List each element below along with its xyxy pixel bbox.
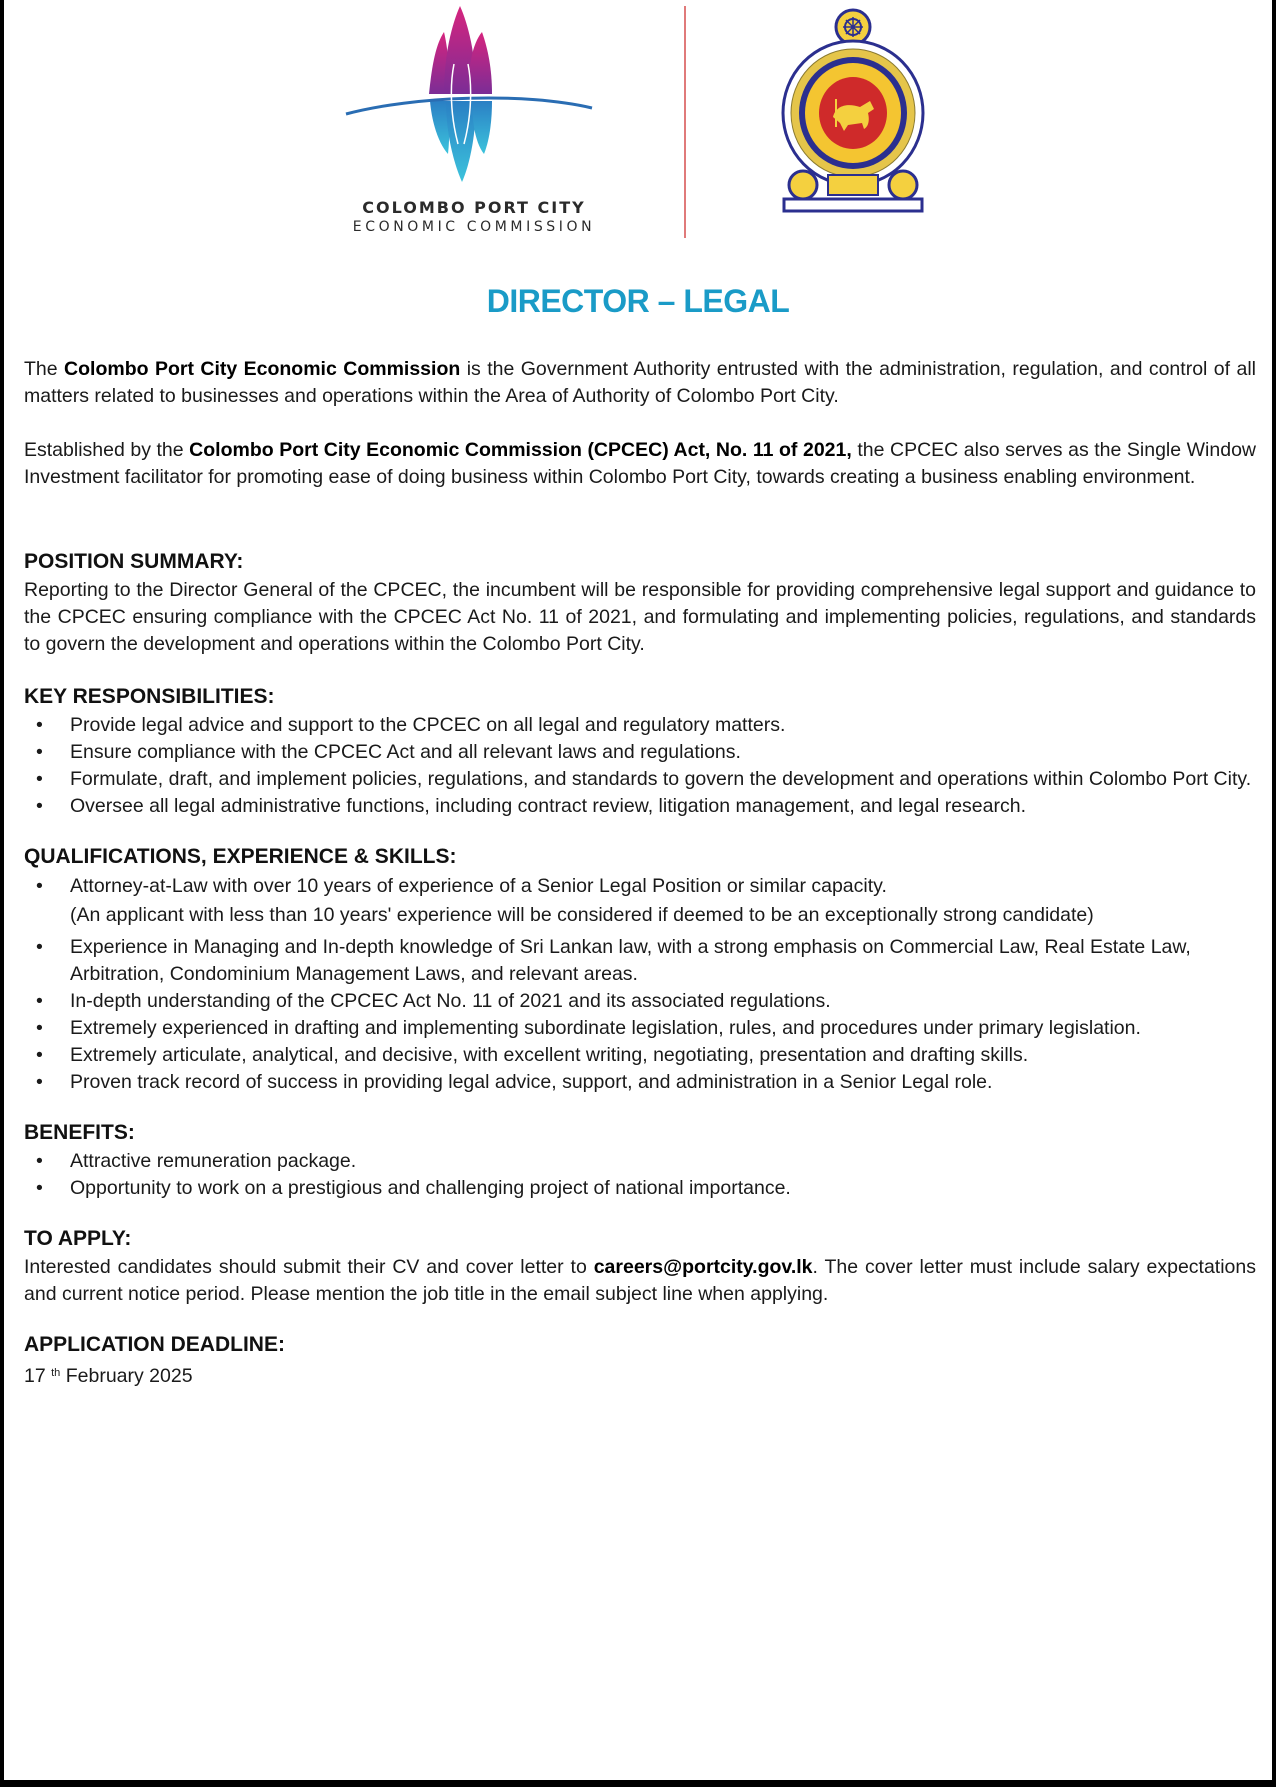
bullet-icon: • — [36, 741, 43, 763]
list-item — [24, 793, 1256, 820]
bullet-icon: • — [36, 1017, 43, 1039]
list-item — [24, 739, 1256, 766]
careers-email-link[interactable]: careers@portcity.gov.lk — [593, 1256, 813, 1278]
bullet-icon: • — [36, 1071, 43, 1093]
list-item-text: Provide legal advice and support to the CPCEC on all legal and regulatory matters. — [70, 714, 786, 736]
qualifications-heading: QUALIFICATIONS, EXPERIENCE & SKILLS: — [24, 845, 457, 868]
bullet-icon: • — [36, 936, 43, 958]
to-apply-prefix: Interested candidates should submit their CV and cover letter to — [24, 1256, 594, 1278]
intro-p1-suffix: is the Government Authority entrusted with the administration, regulation, and control of all matters related to businesses and operations within the Area of Authority of Colombo Port City. — [24, 358, 1256, 407]
list-item-text: Extremely experienced in drafting and implementing subordinate legislation, rules, and procedures under primary legislation. — [70, 1017, 1141, 1039]
bullet-icon: • — [36, 875, 43, 897]
organization-name — [334, 198, 614, 236]
header — [4, 0, 1272, 250]
bullet-icon: • — [36, 1150, 43, 1172]
list-item — [24, 1015, 1256, 1042]
sri-lanka-emblem-icon — [778, 5, 928, 215]
organization-name-line2: ECONOMIC COMMISSION — [352, 219, 596, 235]
key-responsibilities-list — [24, 712, 1256, 820]
position-summary-text: Reporting to the Director General of the CPCEC, the incumbent will be responsible for providing comprehensive legal support and guidance to the CPCEC ensuring compliance with the CPCEC Act No. 11 of 2021, and formulating and implementing policies, regulations, and standards to govern the development and operations within the Colombo Port City. — [24, 579, 1256, 655]
list-item-text: Attractive remuneration package. — [70, 1150, 357, 1172]
job-title: DIRECTOR – LEGAL — [486, 283, 790, 319]
list-item — [24, 872, 1256, 930]
benefits-heading: BENEFITS: — [24, 1121, 135, 1144]
benefits-list — [24, 1148, 1256, 1202]
deadline-month-year: February 2025 — [60, 1365, 193, 1387]
position-summary-heading: POSITION SUMMARY: — [24, 550, 244, 573]
list-item — [24, 1069, 1256, 1096]
key-responsibilities-heading: KEY RESPONSIBILITIES: — [24, 685, 275, 708]
list-item — [24, 712, 1256, 739]
to-apply-text — [24, 1254, 1256, 1308]
bullet-icon: • — [36, 795, 43, 817]
bullet-icon: • — [36, 768, 43, 790]
qualifications-list — [24, 872, 1256, 1096]
list-item-text: Proven track record of success in providing legal advice, support, and administration in a Senior Legal role. — [70, 1071, 993, 1093]
list-item-note: (An applicant with less than 10 years' experience will be considered if deemed to be an exceptionally strong candidate) — [70, 904, 1094, 926]
intro-p2-prefix: Established by the — [24, 439, 190, 461]
list-item-text: Oversee all legal administrative functions, including contract review, litigation management, and legal research. — [70, 795, 1027, 817]
to-apply-suffix: . The cover letter must include salary expectations and current notice period. Please mention the job title in the email subject line when applying. — [24, 1256, 1256, 1305]
bullet-icon: • — [36, 1044, 43, 1066]
intro-p2-suffix: the CPCEC also serves as the Single Window Investment facilitator for promoting ease of doing business within Colombo Port City, towards creating a business enabling environment. — [24, 439, 1257, 488]
list-item-text: Opportunity to work on a prestigious and challenging project of national importance. — [70, 1177, 791, 1199]
deadline-date — [24, 1360, 1256, 1390]
bullet-icon: • — [36, 714, 43, 736]
list-item — [24, 766, 1256, 793]
intro-p1-prefix: The — [24, 358, 65, 380]
organization-name-line1: COLOMBO PORT CITY — [362, 198, 586, 217]
intro-paragraph-1 — [24, 356, 1256, 410]
to-apply-heading: TO APPLY: — [24, 1227, 132, 1250]
deadline-heading: APPLICATION DEADLINE: — [24, 1333, 285, 1356]
document-body — [24, 356, 1256, 1390]
header-divider — [684, 6, 686, 238]
colombo-port-city-logo-icon — [344, 4, 594, 184]
bullet-icon: • — [36, 1177, 43, 1199]
deadline-day: 17 — [24, 1365, 46, 1387]
bullet-icon: • — [36, 990, 43, 1012]
list-item-text: Ensure compliance with the CPCEC Act and all relevant laws and regulations. — [70, 741, 741, 763]
list-item-text: Attorney-at-Law with over 10 years of experience of a Senior Legal Position or similar capacity. — [70, 875, 887, 897]
intro-p2-bold: Colombo Port City Economic Commission (CPCEC) Act, No. 11 of 2021, — [189, 439, 852, 461]
list-item-text: Experience in Managing and In-depth knowledge of Sri Lankan law, with a strong emphasis on Commercial Law, Real Estate Law, Arbitration, Condominium Management Laws, and relevant areas. — [70, 936, 1191, 985]
intro-paragraph-2 — [24, 437, 1256, 491]
list-item — [24, 988, 1256, 1015]
intro-p1-bold: Colombo Port City Economic Commission — [64, 358, 461, 380]
list-item — [24, 1175, 1256, 1202]
list-item-text: In-depth understanding of the CPCEC Act No. 11 of 2021 and its associated regulations. — [70, 990, 831, 1012]
list-item — [24, 1148, 1256, 1175]
list-item — [24, 1042, 1256, 1069]
list-item-text: Extremely articulate, analytical, and decisive, with excellent writing, negotiating, presentation and drafting skills. — [70, 1044, 1029, 1066]
list-item — [24, 934, 1256, 988]
list-item-text: Formulate, draft, and implement policies, regulations, and standards to govern the development and operations within Colombo Port City. — [70, 768, 1252, 790]
deadline-day-suffix: th — [51, 1367, 61, 1379]
